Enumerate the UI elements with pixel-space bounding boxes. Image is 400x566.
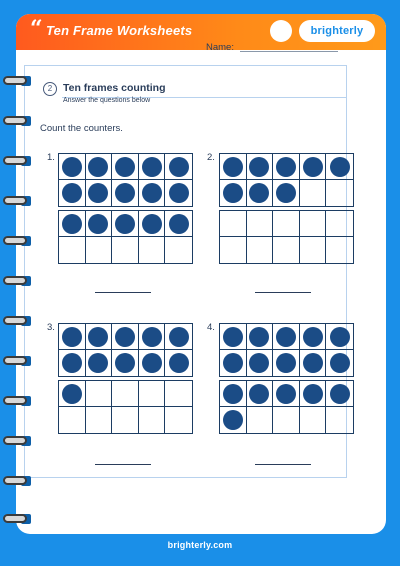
frame-cell (59, 237, 86, 263)
counter-dot (223, 157, 243, 177)
ring-icon (2, 194, 32, 208)
answer-line[interactable] (95, 292, 151, 293)
name-field-line[interactable] (240, 51, 338, 52)
counter-dot (330, 353, 350, 373)
question-number: 3. (47, 322, 55, 333)
frame-cell (247, 154, 274, 180)
frame-cell (300, 350, 327, 376)
frame-cell (112, 154, 139, 180)
footer-url[interactable]: brighterly.com (167, 540, 233, 550)
frame-cell (139, 211, 166, 237)
frame-cell (112, 237, 139, 263)
ring-icon (2, 274, 32, 288)
ring-wire (3, 514, 27, 523)
counter-dot (223, 384, 243, 404)
frame-cell (273, 154, 300, 180)
frame-cell (220, 407, 247, 433)
frame-cell (86, 324, 113, 350)
counter-dot (276, 183, 296, 203)
frame-cell (220, 180, 247, 206)
counter-dot (142, 353, 162, 373)
frame-cell (300, 381, 327, 407)
counter-dot (169, 157, 189, 177)
frame-cell (86, 180, 113, 206)
counter-dot (62, 157, 82, 177)
counter-dot (303, 353, 323, 373)
ring-wire (3, 196, 27, 205)
counter-dot (142, 183, 162, 203)
frame-cell (112, 180, 139, 206)
frame-cell (326, 237, 353, 263)
ring-icon (2, 74, 32, 88)
counter-dot (88, 327, 108, 347)
counter-dot (249, 327, 269, 347)
frame-cell (59, 324, 86, 350)
counter-dot (169, 183, 189, 203)
ring-icon (2, 434, 32, 448)
task-title: Ten frames counting (63, 82, 166, 94)
ring-icon (2, 394, 32, 408)
frame-cell (326, 407, 353, 433)
frame-cell (86, 407, 113, 433)
counter-dot (330, 157, 350, 177)
frame-cell (59, 381, 86, 407)
counter-dot (276, 327, 296, 347)
frame-cell (59, 211, 86, 237)
frame-cell (165, 350, 192, 376)
counter-dot (303, 327, 323, 347)
ring-icon (2, 354, 32, 368)
circle-icon (270, 20, 292, 42)
counter-dot (62, 214, 82, 234)
counter-dot (115, 353, 135, 373)
ten-frame (58, 153, 193, 207)
counter-dot (62, 353, 82, 373)
ring-wire (3, 436, 27, 445)
frame-cell (59, 154, 86, 180)
ring-icon (2, 154, 32, 168)
ring-wire (3, 476, 27, 485)
ring-wire (3, 316, 27, 325)
frame-cell (326, 180, 353, 206)
frame-cell (139, 407, 166, 433)
ring-wire (3, 396, 27, 405)
frame-cell (326, 350, 353, 376)
counter-dot (142, 157, 162, 177)
counter-dot (88, 214, 108, 234)
counter-dot (142, 214, 162, 234)
frame-cell (220, 381, 247, 407)
frame-cell (300, 211, 327, 237)
frame-cell (247, 211, 274, 237)
counter-dot (249, 183, 269, 203)
ten-frame (219, 210, 354, 264)
frame-cell (165, 324, 192, 350)
frame-cell (273, 350, 300, 376)
frame-cell (59, 180, 86, 206)
frame-cell (220, 350, 247, 376)
frame-cell (247, 237, 274, 263)
frame-cell (247, 180, 274, 206)
question-number: 1. (47, 152, 55, 163)
frame-cell (220, 324, 247, 350)
frame-cell (300, 180, 327, 206)
counter-dot (169, 327, 189, 347)
frame-cell (247, 407, 274, 433)
counter-dot (115, 214, 135, 234)
counter-dot (223, 327, 243, 347)
counter-dot (88, 157, 108, 177)
frame-cell (220, 211, 247, 237)
frame-cell (139, 237, 166, 263)
counter-dot (115, 157, 135, 177)
task-number-badge: 2 (43, 82, 57, 96)
ten-frame (219, 153, 354, 207)
frame-cell (326, 324, 353, 350)
frame-cell (112, 211, 139, 237)
frame-cell (165, 154, 192, 180)
counter-dot (115, 183, 135, 203)
counter-dot (223, 410, 243, 430)
frame-cell (139, 381, 166, 407)
counter-dot (303, 157, 323, 177)
ten-frame (219, 323, 354, 377)
frame-cell (86, 350, 113, 376)
counter-dot (249, 384, 269, 404)
frame-cell (112, 381, 139, 407)
counter-dot (88, 353, 108, 373)
counter-dot (276, 157, 296, 177)
ring-icon (2, 512, 32, 526)
frame-cell (165, 407, 192, 433)
frame-cell (59, 407, 86, 433)
counter-dot (330, 384, 350, 404)
instruction-text: Count the counters. (40, 123, 123, 134)
counter-dot (169, 353, 189, 373)
frame-cell (326, 211, 353, 237)
quote-icon: “ (30, 16, 43, 42)
answer-line[interactable] (255, 292, 311, 293)
frame-cell (326, 154, 353, 180)
counter-dot (169, 214, 189, 234)
frame-cell (139, 154, 166, 180)
answer-line[interactable] (95, 464, 151, 465)
counter-dot (62, 327, 82, 347)
frame-cell (139, 180, 166, 206)
frame-cell (59, 350, 86, 376)
frame-cell (273, 180, 300, 206)
counter-dot (223, 353, 243, 373)
frame-cell (86, 154, 113, 180)
frame-cell (139, 324, 166, 350)
ring-wire (3, 156, 27, 165)
question-number: 4. (207, 322, 215, 333)
frame-cell (273, 381, 300, 407)
frame-cell (165, 211, 192, 237)
ten-frame (58, 210, 193, 264)
counter-dot (115, 327, 135, 347)
frame-cell (273, 407, 300, 433)
frame-cell (247, 381, 274, 407)
counter-dot (142, 327, 162, 347)
ten-frame (219, 380, 354, 434)
ring-wire (3, 116, 27, 125)
frame-cell (300, 237, 327, 263)
ten-frame (58, 380, 193, 434)
header-bar (16, 14, 386, 50)
frame-cell (112, 324, 139, 350)
frame-cell (220, 237, 247, 263)
counter-dot (303, 384, 323, 404)
frame-cell (86, 211, 113, 237)
frame-cell (165, 180, 192, 206)
frame-cell (86, 381, 113, 407)
ring-wire (3, 276, 27, 285)
frame-cell (165, 237, 192, 263)
brighterly-logo[interactable]: brighterly (299, 20, 375, 42)
counter-dot (62, 183, 82, 203)
ring-wire (3, 76, 27, 85)
counter-dot (330, 327, 350, 347)
frame-cell (247, 324, 274, 350)
ring-icon (2, 314, 32, 328)
counter-dot (62, 384, 82, 404)
question-number: 2. (207, 152, 215, 163)
frame-cell (300, 407, 327, 433)
frame-cell (220, 154, 247, 180)
counter-dot (88, 183, 108, 203)
ring-wire (3, 356, 27, 365)
ring-icon (2, 474, 32, 488)
frame-cell (273, 324, 300, 350)
counter-dot (223, 183, 243, 203)
frame-cell (273, 237, 300, 263)
counter-dot (249, 157, 269, 177)
frame-cell (300, 154, 327, 180)
name-label: Name: (206, 42, 234, 53)
frame-cell (86, 237, 113, 263)
counter-dot (276, 384, 296, 404)
ring-wire (3, 236, 27, 245)
ten-frame (58, 323, 193, 377)
frame-cell (300, 324, 327, 350)
frame-cell (112, 350, 139, 376)
ring-icon (2, 234, 32, 248)
frame-cell (273, 211, 300, 237)
frame-cell (326, 381, 353, 407)
counter-dot (249, 353, 269, 373)
frame-cell (112, 407, 139, 433)
counter-dot (276, 353, 296, 373)
frame-cell (139, 350, 166, 376)
ring-icon (2, 114, 32, 128)
frame-cell (165, 381, 192, 407)
answer-line[interactable] (255, 464, 311, 465)
frame-cell (247, 350, 274, 376)
page-title: Ten Frame Worksheets (46, 23, 193, 38)
task-subtitle: Answer the questions below (63, 97, 151, 104)
